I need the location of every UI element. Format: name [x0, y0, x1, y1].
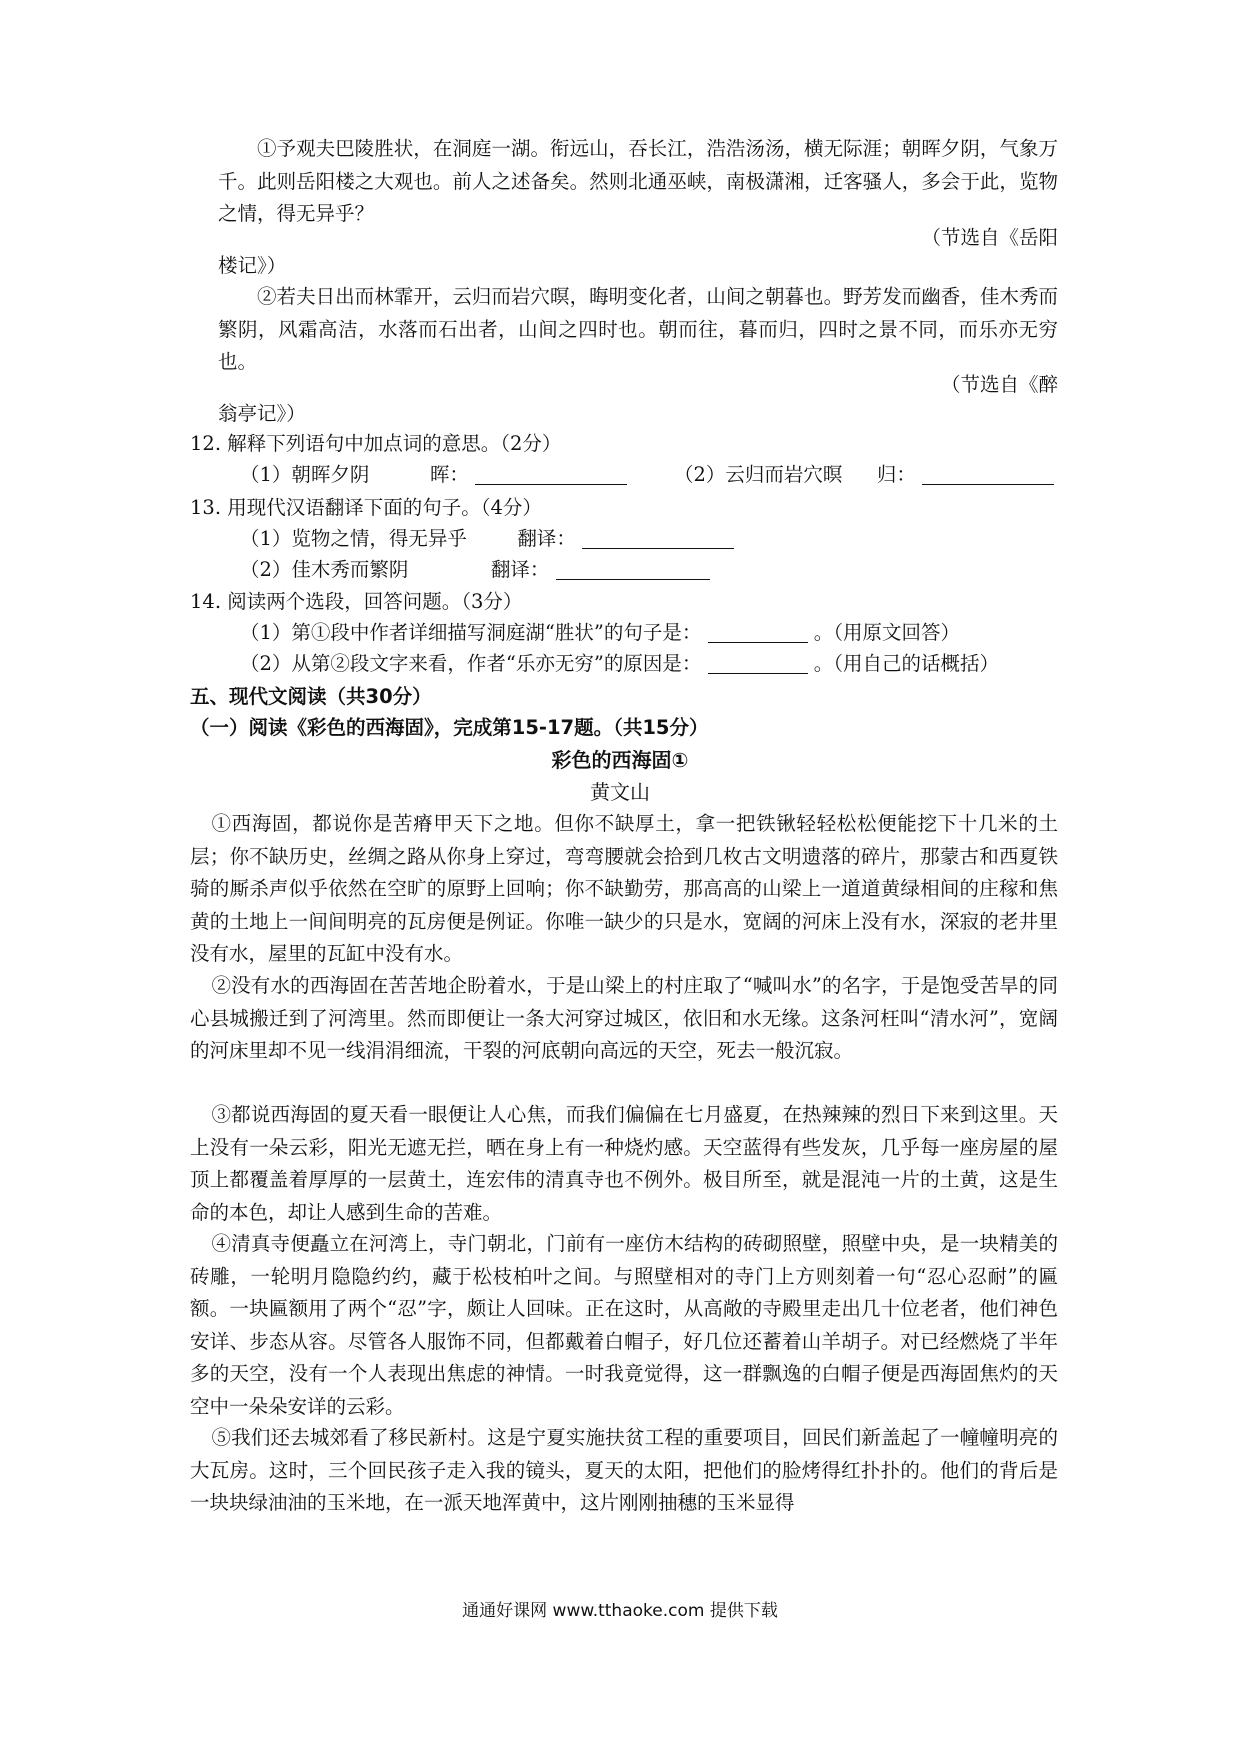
article-paragraph-5: ⑤我们还去城郊看了移民新村。这是宁夏实施扶贫工程的重要项目，回民们新盖起了一幢幢明亮的大瓦房。这时，三个回民孩子走入我的镜头，夏天的太阳，把他们的脸烤得红扑扑的。他们的背后是一块块绿油油的玉米地，在一派天地浑黄中，这片刚刚抽穗的玉米显得	[190, 1426, 1058, 1514]
q12-item1-blank[interactable]	[475, 464, 627, 485]
q13-item2-blank[interactable]	[556, 559, 710, 580]
article-paragraph-3: ③都说西海固的夏天看一眼便让人心焦，而我们偏偏在七月盛夏，在热辣辣的烈日下来到这里。天上没有一朵云彩，阳光无遮无拦，晒在身上有一种烧灼感。天空蓝得有些发灰，几乎每一座房屋的屋顶上都覆盖着厚厚的一层黄土，连宏伟的清真寺也不例外。极目所至，就是混沌一片的土黄，这是生命的本色，却让人感到生命的苦难。	[190, 1103, 1058, 1224]
q12-item2	[674, 459, 1054, 491]
q14-stem: 14. 阅读两个选段，回答问题。（3分）	[190, 590, 523, 613]
q14-item2-text: （2）从第②段文字来看，作者“乐亦无穷”的原因是：	[240, 652, 702, 675]
q13-item2	[240, 554, 710, 586]
article-paragraph-2: ②没有水的西海固在苦苦地企盼着水，于是山梁上的村庄取了“喊叫水”的名字，于是饱受苦旱的同心县城搬迁到了河湾里。然而即便让一条大河穿过城区，依旧和水无缘。这条河枉叫“清水河”，宽阔的河床里却不见一线涓涓细流，干裂的河底朝向高远的天空，死去一般沉寂。	[190, 974, 1058, 1062]
q12-stem: 12. 解释下列语句中加点词的意思。（2分）	[190, 432, 562, 455]
q14-item1-note: 。（用原文回答）	[813, 621, 961, 644]
passage-zuiweng-source-cont: 翁亭记》）	[218, 402, 306, 425]
section5-heading: 五、现代文阅读（共30分）	[190, 685, 432, 708]
passage-yueyang-source-cont: 楼记》）	[218, 254, 287, 277]
passage-yueyang-source: （节选自《岳阳	[921, 226, 1058, 249]
q12-item2-word: 归：	[876, 463, 916, 486]
q14-item2-blank[interactable]	[708, 653, 808, 674]
q13-item1	[240, 523, 734, 555]
q13-stem: 13. 用现代汉语翻译下面的句子。（4分）	[190, 496, 542, 519]
q13-item1-sentence: （1）览物之情，得无异乎	[240, 527, 467, 550]
q12-item1	[240, 459, 627, 491]
passage-yueyang: ①予观夫巴陵胜状，在洞庭一湖。衔远山，吞长江，浩浩汤汤，横无际涯；朝晖夕阴，气象万千。此则岳阳楼之大观也。前人之述备矣。然则北通巫峡，南极潇湘，迁客骚人，多会于此，览物之情，得无异乎？	[218, 137, 1058, 225]
page-footer: 通通好课网 www.tthaoke.com 提供下载	[462, 1601, 778, 1621]
section5-sub-heading: （一）阅读《彩色的西海固》，完成第15-17题。（共15分）	[190, 716, 709, 739]
q12-item2-phrase: （2）云归而岩穴暝	[674, 463, 843, 486]
q12-item1-word: 晖：	[429, 463, 469, 486]
q14-item2	[240, 648, 999, 680]
q12-item1-phrase: （1）朝晖夕阴	[240, 463, 370, 486]
passage-zuiweng-source: （节选自《醉	[940, 373, 1058, 396]
q12-item2-blank[interactable]	[922, 464, 1054, 485]
article-paragraph-1: ①西海固，都说你是苦瘠甲天下之地。但你不缺厚土，拿一把铁锹轻轻松松便能挖下十几米的土层；你不缺历史，丝绸之路从你身上穿过，弯弯腰就会拾到几枚古文明遗落的碎片，那蒙古和西夏铁骑的厮杀声似乎依然在空旷的原野上回响；你不缺勤劳，那高高的山梁上一道道黄绿相间的庄稼和焦黄的土地上一间间明亮的瓦房便是例证。你唯一缺少的只是水，宽阔的河床上没有水，深寂的老井里没有水，屋里的瓦缸中没有水。	[190, 812, 1058, 965]
q14-item1	[240, 617, 960, 649]
q13-item1-blank[interactable]	[582, 528, 734, 549]
q14-item1-blank[interactable]	[708, 622, 808, 643]
article-paragraph-4: ④清真寺便矗立在河湾上，寺门朝北，门前有一座仿木结构的砖砌照壁，照壁中央，是一块精美的砖雕，一轮明月隐隐约约，藏于松枝柏叶之间。与照壁相对的寺门上方则刻着一句“忍心忍耐”的匾额。一块匾额用了两个“忍”字，颇让人回味。正在这时，从高敞的寺殿里走出几十位老者，他们神色安详、步态从容。尽管各人服饰不同，但都戴着白帽子，好几位还蓄着山羊胡子。对已经燃烧了半年多的天空，没有一个人表现出焦虑的神情。一时我竟觉得，这一群飘逸的白帽子便是西海固焦灼的天空中一朵朵安详的云彩。	[190, 1232, 1058, 1418]
q14-item1-text: （1）第①段中作者详细描写洞庭湖“胜状”的句子是：	[240, 621, 702, 644]
q13-item2-label: 翻译：	[490, 558, 550, 581]
q13-item1-label: 翻译：	[517, 527, 576, 550]
article-title: 彩色的西海固①	[551, 748, 689, 772]
q14-item2-note: 。（用自己的话概括）	[813, 652, 1000, 675]
passage-zuiweng: ②若夫日出而林霏开，云归而岩穴暝，晦明变化者，山间之朝暮也。野芳发而幽香，佳木秀而繁阴，风霜高洁，水落而石出者，山间之四时也。朝而往，暮而归，四时之景不同，而乐亦无穷也。	[218, 285, 1058, 373]
q13-item2-sentence: （2）佳木秀而繁阴	[240, 558, 409, 581]
article-author: 黄文山	[590, 780, 650, 804]
